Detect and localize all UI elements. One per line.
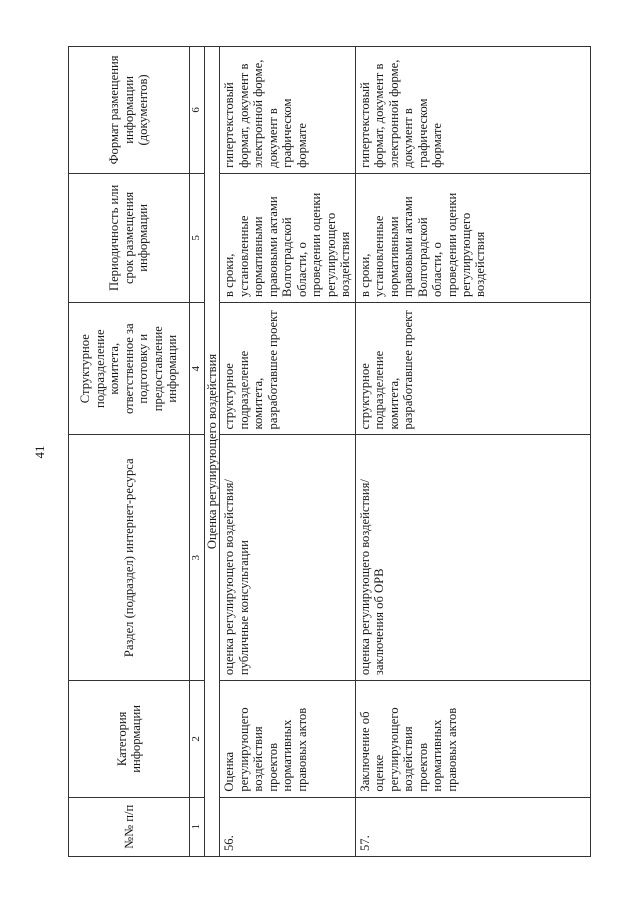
table-row — [355, 47, 590, 857]
row-section: оценка регулирующего воздействия/публичные консультации — [220, 435, 355, 681]
row-category: Оценка регулирующего воздействия проектов нормативных правовых актов — [220, 681, 355, 798]
row-number: 56. — [220, 797, 355, 856]
row-format: гипертекстовый формат, документ в электронной форме, документ в графическом формате — [355, 47, 590, 174]
section-row — [205, 47, 220, 857]
row-department: структурное подразделение комитета, разработавшее проект — [220, 302, 355, 435]
header-period: Периодичность или срок размещения информации — [69, 173, 190, 302]
row-department: структурное подразделение комитета, разработавшее проект — [355, 302, 590, 435]
page-number: 41 — [32, 445, 47, 459]
row-section: оценка регулирующего воздействия/заключения об ОРВ — [355, 435, 590, 681]
column-number-row — [190, 47, 205, 857]
column-number: 5 — [190, 173, 205, 302]
table-row — [220, 47, 355, 857]
column-number: 3 — [190, 435, 205, 681]
header-section: Раздел (подраздел) интернет-ресурса — [69, 435, 190, 681]
row-period: в сроки, установленные нормативными правовыми актами Волгоградской области, о проведении оценки регулирующего воздействия — [355, 173, 590, 302]
row-format: гипертекстовый формат, документ в электронной форме, документ в графическом формате — [220, 47, 355, 174]
section-title: Оценка регулирующего воздействия — [205, 47, 220, 857]
row-category: Заключение об оценке регулирующего воздействия проектов нормативных правовых актов — [355, 681, 590, 798]
row-number: 57. — [355, 797, 590, 856]
header-department: Структурное подразделение комитета, ответственное за подготовку и предоставление информации — [69, 302, 190, 435]
header-number: №№ п/п — [69, 797, 190, 856]
column-number: 2 — [190, 681, 205, 798]
rotated-page-content — [68, 46, 610, 857]
header-category: Категория информации — [69, 681, 190, 798]
information-table — [68, 46, 591, 857]
column-number: 6 — [190, 47, 205, 174]
header-row — [69, 47, 190, 857]
row-period: в сроки, установленные нормативными правовыми актами Волгоградской области, о проведении оценки регулирующего воздействия — [220, 173, 355, 302]
column-number: 1 — [190, 797, 205, 856]
header-format: Формат размещения информации (документов) — [69, 47, 190, 174]
column-number: 4 — [190, 302, 205, 435]
